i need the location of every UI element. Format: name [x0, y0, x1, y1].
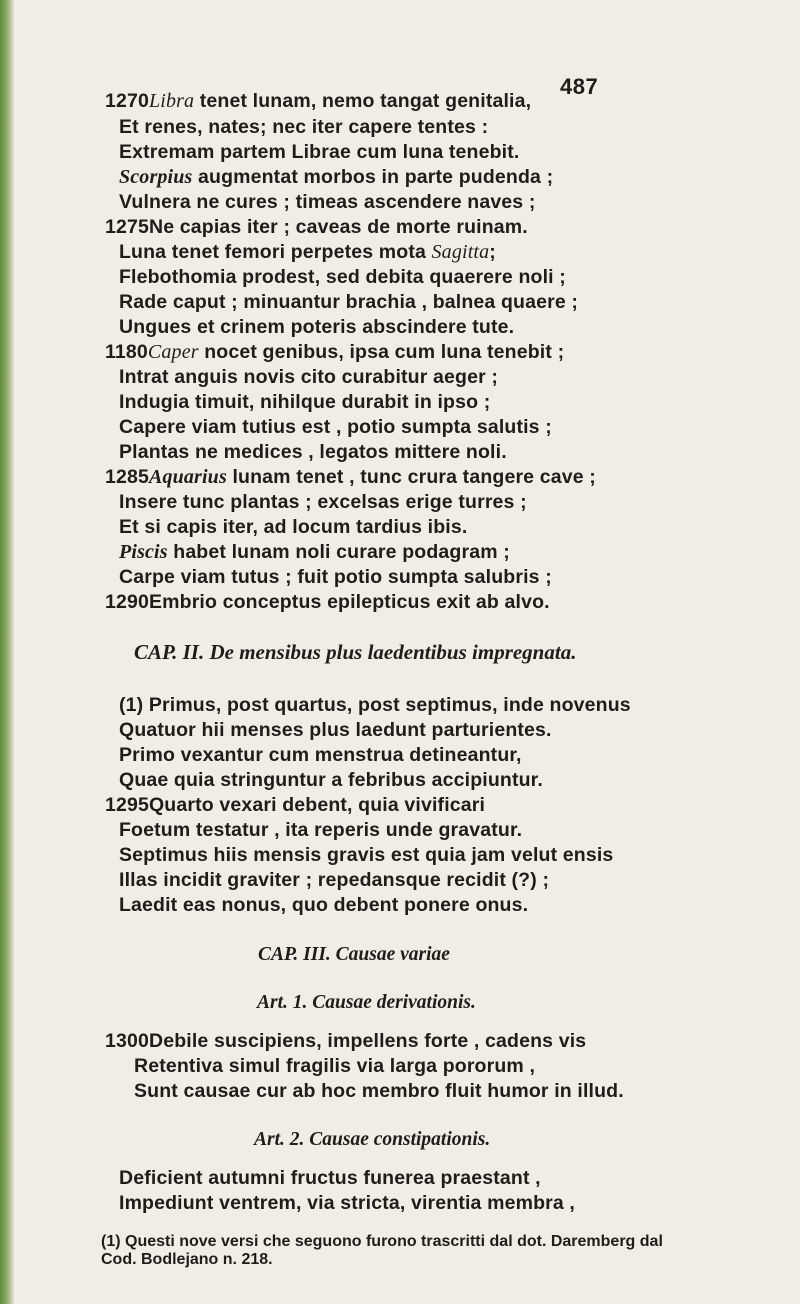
verse-text: Primo vexantur cum menstrua detineantur, — [119, 744, 522, 766]
verse-line — [119, 239, 496, 265]
verse-line — [119, 842, 613, 868]
verse-line — [105, 589, 550, 615]
verse-text: Ne capias iter ; caveas de morte ruinam. — [148, 216, 528, 238]
verse-text: Et renes, nates; nec iter capere tentes : — [119, 116, 489, 138]
verse-line — [119, 892, 528, 918]
verse-line — [119, 742, 522, 768]
verse-text: Luna tenet femori perpetes mota — [119, 241, 432, 263]
verse-line — [119, 817, 522, 843]
chapter-heading: CAP. II. De mensibus plus laedentibus impregnata. — [134, 640, 577, 664]
verse-text: Plantas ne medices , legatos mittere noli. — [119, 441, 507, 463]
verse-line — [119, 364, 498, 390]
zodiac-sign: Libra — [148, 90, 195, 112]
verse-line — [119, 114, 488, 140]
verse-line — [105, 1028, 586, 1054]
verse-text: Insere tunc plantas ; excelsas erige turres ; — [119, 491, 527, 513]
verse-line — [119, 439, 507, 465]
verse-text: Flebothomia prodest, sed debita quaerere noli ; — [119, 266, 566, 288]
verse-text: Laedit eas nonus, quo debent ponere onus. — [119, 894, 529, 916]
verse-text: Capere viam tutius est , potio sumpta salutis ; — [119, 416, 552, 438]
verse-text: Embrio conceptus epilepticus exit ab alvo. — [148, 591, 550, 613]
verse-line — [119, 717, 552, 743]
verse-line — [119, 489, 527, 515]
verse-text: Deficient autumni fructus funerea praestant , — [119, 1167, 541, 1189]
verse-line — [105, 339, 564, 365]
zodiac-sign: Scorpius — [119, 166, 193, 188]
verse-text: nocet genibus, ipsa cum luna tenebit ; — [198, 341, 565, 363]
verse-line — [119, 264, 566, 290]
footnote-line: Cod. Bodlejano n. 218. — [101, 1251, 273, 1268]
verse-line — [105, 214, 528, 240]
verse-text: augmentat morbos in parte pudenda ; — [192, 166, 554, 188]
verse-line — [119, 164, 553, 190]
verse-text: Indugia timuit, nihilque durabit in ipso ; — [119, 391, 491, 413]
verse-text: ; — [489, 241, 496, 263]
verse-text: Quatuor hii menses plus laedunt parturientes. — [119, 719, 552, 741]
verse-text: Impediunt ventrem, via stricta, virentia membra , — [119, 1192, 576, 1214]
verse-line — [119, 514, 467, 540]
verse-line — [119, 139, 519, 165]
page-number: 487 — [560, 74, 599, 99]
chapter-heading: CAP. III. Causae variae — [258, 944, 450, 965]
verse-number: 1180 — [105, 341, 148, 363]
article-heading: Art. 2. Causae constipationis. — [254, 1129, 491, 1150]
verse-line — [134, 1078, 624, 1104]
verse-text: Ungues et crinem poteris abscindere tute. — [119, 316, 515, 338]
verse-text: Debile suscipiens, impellens forte , cadens vis — [148, 1030, 587, 1052]
verse-line — [134, 1053, 535, 1079]
verse-line — [119, 1190, 575, 1216]
zodiac-sign: Caper — [147, 341, 199, 363]
verse-text: Et si capis iter, ad locum tardius ibis. — [119, 516, 468, 538]
verse-text: Retentiva simul fragilis via larga pororum , — [134, 1055, 536, 1077]
verse-line — [119, 189, 536, 215]
verse-text: (1) Primus, post quartus, post septimus, inde novenus — [119, 694, 631, 716]
verse-number: 1285 — [105, 466, 149, 488]
verse-line — [119, 414, 552, 440]
zodiac-sign: Aquarius — [148, 466, 227, 488]
zodiac-sign: Piscis — [119, 541, 168, 563]
verse-line — [119, 289, 578, 315]
verse-line — [119, 867, 549, 893]
zodiac-sign: Sagitta — [431, 241, 490, 263]
verse-line — [119, 389, 490, 415]
verse-text: Septimus hiis mensis gravis est quia jam velut ensis — [119, 844, 614, 866]
verse-number: 1295 — [105, 794, 149, 816]
verse-text: Sunt causae cur ab hoc membro fluit humor in illud. — [134, 1080, 624, 1102]
verse-text: Extremam partem Librae cum luna tenebit. — [119, 141, 520, 163]
verse-line — [119, 314, 514, 340]
article-heading: Art. 1. Causae derivationis. — [257, 992, 476, 1013]
verse-text: Vulnera ne cures ; timeas ascendere naves ; — [119, 191, 536, 213]
verse-text: Rade caput ; minuantur brachia , balnea quaere ; — [119, 291, 579, 313]
verse-line — [119, 1165, 541, 1191]
verse-line — [119, 539, 510, 565]
verse-text: Quarto vexari debent, quia vivificari — [148, 794, 486, 816]
verse-line — [105, 464, 596, 490]
verse-text: Illas incidit graviter ; repedansque recidit (?) ; — [119, 869, 550, 891]
verse-number: 1270 — [105, 90, 149, 112]
verse-text: Intrat anguis novis cito curabitur aeger ; — [119, 366, 499, 388]
verse-line — [105, 792, 485, 818]
verse-text: Quae quia stringuntur a febribus accipiuntur. — [119, 769, 543, 791]
verse-text: lunam tenet , tunc crura tangere cave ; — [226, 466, 596, 488]
verse-number: 1300 — [105, 1030, 149, 1052]
verse-line — [105, 88, 531, 114]
verse-number: 1290 — [105, 591, 149, 613]
verse-text: Carpe viam tutus ; fuit potio sumpta salubris ; — [119, 566, 552, 588]
verse-text: habet lunam noli curare podagram ; — [167, 541, 510, 563]
verse-number: 1275 — [105, 216, 149, 238]
verse-line — [119, 564, 552, 590]
footnote-line: (1) Questi nove versi che seguono furono trascritti dal dot. Daremberg dal — [101, 1233, 663, 1250]
verse-line — [119, 692, 631, 718]
verse-text: Foetum testatur , ita reperis unde gravatur. — [119, 819, 523, 841]
verse-line — [119, 767, 543, 793]
verse-text: tenet lunam, nemo tangat genitalia, — [194, 90, 532, 112]
